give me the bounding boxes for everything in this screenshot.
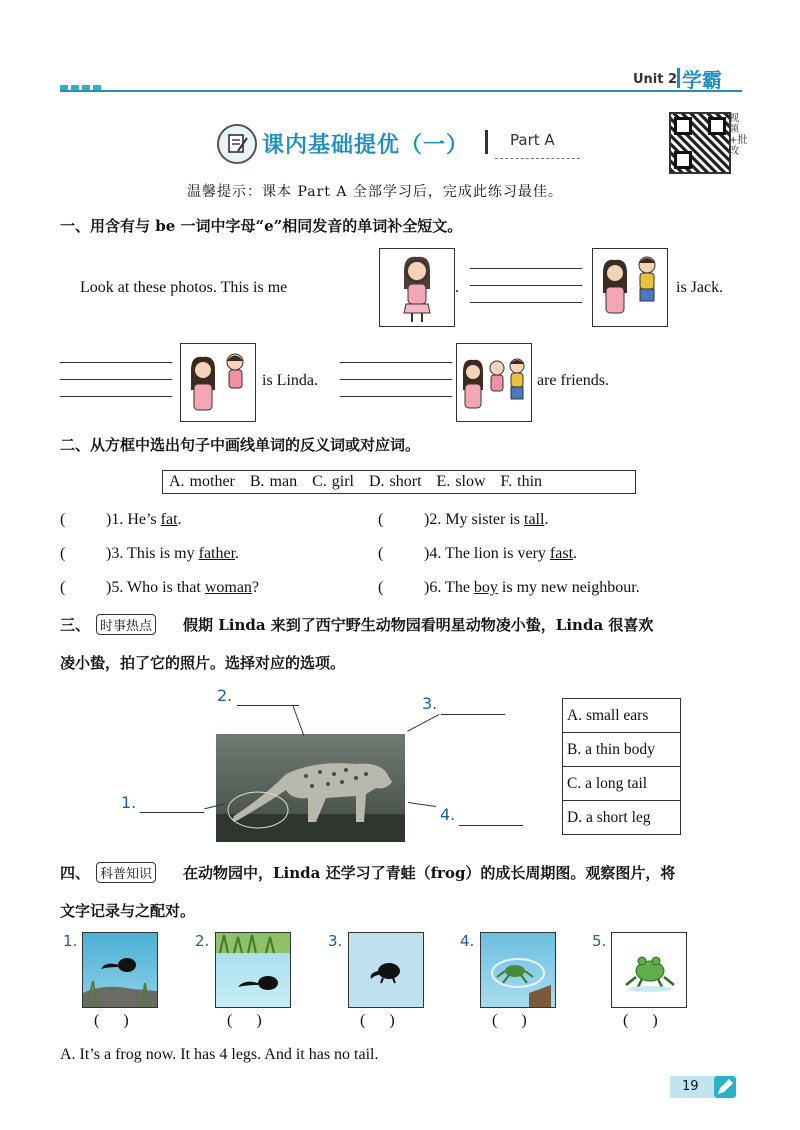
- frog-num-3: 3.: [328, 932, 343, 950]
- page-title: 课内基础提优（一）: [262, 133, 470, 158]
- section1-heading: 一、用含有与 be 一词中字母“e”相同发音的单词补全短文。: [60, 217, 463, 235]
- question-end: ?: [251, 579, 260, 596]
- pencil-icon: [712, 1074, 738, 1104]
- answer-line-3[interactable]: [441, 714, 505, 715]
- section4-prefix: 四、: [60, 864, 91, 882]
- qr-caption: 视频+批改: [729, 113, 748, 157]
- frog-stage-2-image: [215, 932, 291, 1008]
- underlined-word: tall: [524, 511, 545, 528]
- science-tag: 科普知识: [96, 862, 156, 883]
- label-3: 3.: [422, 694, 438, 713]
- title-dash: [495, 158, 580, 159]
- question-end: .: [573, 545, 578, 562]
- question-end: .: [235, 545, 240, 562]
- answer-paren-q2[interactable]: (: [378, 511, 384, 528]
- answer-blank[interactable]: [340, 396, 452, 397]
- answer-paren-5[interactable]: ( ): [623, 1012, 658, 1029]
- answer-blank[interactable]: [340, 379, 452, 380]
- label-4: 4.: [440, 805, 456, 824]
- frog-stage-3-image: [348, 932, 424, 1008]
- photo-girl: [379, 248, 455, 327]
- header-rule: [60, 90, 742, 92]
- underlined-word: father: [198, 545, 236, 562]
- question-2: [424, 511, 548, 529]
- answer-blank[interactable]: [60, 396, 172, 397]
- question-3: [106, 545, 239, 563]
- answer-blank[interactable]: [340, 362, 452, 363]
- tip-text: 温馨提示：课本 Part A 全部学习后，完成此练习最佳。: [187, 184, 563, 200]
- frog-stage-4-image: [480, 932, 556, 1008]
- answer-paren-q6[interactable]: (: [378, 579, 384, 596]
- snow-leopard-photo: [216, 734, 405, 842]
- option-c: C. a long tail: [563, 767, 680, 801]
- photo-three-friends: [456, 343, 532, 422]
- question-text: )3. This is my: [106, 545, 199, 562]
- s1-line2-end: are friends.: [537, 372, 609, 389]
- s1-line2-mid: is Linda.: [262, 372, 318, 389]
- frog-stage-1-image: [82, 932, 158, 1008]
- title-bar: [485, 130, 488, 154]
- frog-stage-5-image: [611, 932, 687, 1008]
- answer-blank[interactable]: [470, 268, 582, 269]
- option-d: D. a short leg: [567, 809, 651, 826]
- option-b: B. a thin body: [563, 733, 680, 767]
- question-6: [424, 579, 640, 597]
- s1-line1-dot: .: [455, 279, 459, 296]
- answer-line-1[interactable]: [140, 812, 204, 813]
- section2-heading: 二、从方框中选出句子中画线单词的反义词或对应词。: [60, 436, 421, 454]
- leopard-options: [562, 698, 681, 835]
- answer-line-2[interactable]: [237, 705, 299, 706]
- underlined-word: woman: [204, 579, 252, 596]
- question-5: [106, 579, 259, 597]
- s1-line1-end: is Jack.: [676, 279, 724, 296]
- qr-code[interactable]: [669, 112, 731, 174]
- question-text: )1. He’s: [106, 511, 161, 528]
- question-end: .: [177, 511, 182, 528]
- underlined-word: fast: [549, 545, 574, 562]
- answer-paren-3[interactable]: ( ): [360, 1012, 395, 1029]
- section4-text2: 文字记录与之配对。: [60, 902, 196, 920]
- part-label: Part A: [510, 131, 555, 149]
- answer-line-4[interactable]: [459, 825, 523, 826]
- question-text: )6. The: [424, 579, 474, 596]
- question-1: [106, 511, 182, 529]
- answer-a-text: A. It’s a frog now. It has 4 legs. And it has no tail.: [60, 1046, 379, 1063]
- answer-blank[interactable]: [60, 379, 172, 380]
- answer-paren-q5[interactable]: (: [60, 579, 66, 596]
- header-decoration: [60, 77, 104, 96]
- question-end: is my new neighbour.: [497, 579, 640, 596]
- option-a: A. small ears: [563, 699, 680, 733]
- label-1: 1.: [121, 793, 137, 812]
- answer-paren-1[interactable]: ( ): [94, 1012, 129, 1029]
- frog-num-2: 2.: [195, 932, 210, 950]
- pointer-line-4: [408, 802, 436, 807]
- label-2: 2.: [217, 686, 233, 705]
- answer-blank[interactable]: [470, 285, 582, 286]
- question-text: )5. Who is that: [106, 579, 205, 596]
- pointer-line-2: [293, 706, 319, 736]
- notebook-icon: [217, 124, 257, 164]
- brand-logo: 学霸: [682, 68, 722, 92]
- unit-label: Unit 2: [633, 72, 678, 87]
- frog-num-1: 1.: [63, 932, 78, 950]
- option-box: A. mother B. man C. girl D. short E. slow F. thin: [162, 470, 636, 494]
- answer-paren-4[interactable]: ( ): [492, 1012, 527, 1029]
- pointer-line-3: [407, 714, 450, 751]
- underlined-word: fat: [160, 511, 178, 528]
- section4-text1: 在动物园中，Linda 还学习了青蛙（frog）的成长周期图。观察图片，将: [183, 864, 676, 882]
- current-events-tag: 时事热点: [96, 614, 156, 635]
- photo-girl-and-linda: [180, 343, 256, 422]
- section3-text1: 假期 Linda 来到了西宁野生动物园看明星动物凌小蛰，Linda 很喜欢: [183, 616, 654, 634]
- frog-num-4: 4.: [460, 932, 475, 950]
- answer-paren-2[interactable]: ( ): [227, 1012, 262, 1029]
- answer-blank[interactable]: [60, 362, 172, 363]
- question-4: [424, 545, 577, 563]
- section3-text2: 凌小蛰，拍了它的照片。选择对应的选项。: [60, 654, 346, 672]
- brand-separator: [677, 68, 680, 88]
- question-text: )4. The lion is very: [424, 545, 550, 562]
- page-number: 19: [670, 1076, 714, 1098]
- answer-paren-q1[interactable]: (: [60, 511, 66, 528]
- answer-blank[interactable]: [470, 302, 582, 303]
- question-text: )2. My sister is: [424, 511, 524, 528]
- section3-prefix: 三、: [60, 616, 91, 634]
- frog-num-5: 5.: [592, 932, 607, 950]
- answer-paren-q3[interactable]: (: [60, 545, 66, 562]
- photo-girl-and-jack: [592, 248, 668, 327]
- answer-paren-q4[interactable]: (: [378, 545, 384, 562]
- underlined-word: boy: [473, 579, 498, 596]
- question-end: .: [544, 511, 549, 528]
- s1-line1-start: Look at these photos. This is me: [80, 279, 288, 296]
